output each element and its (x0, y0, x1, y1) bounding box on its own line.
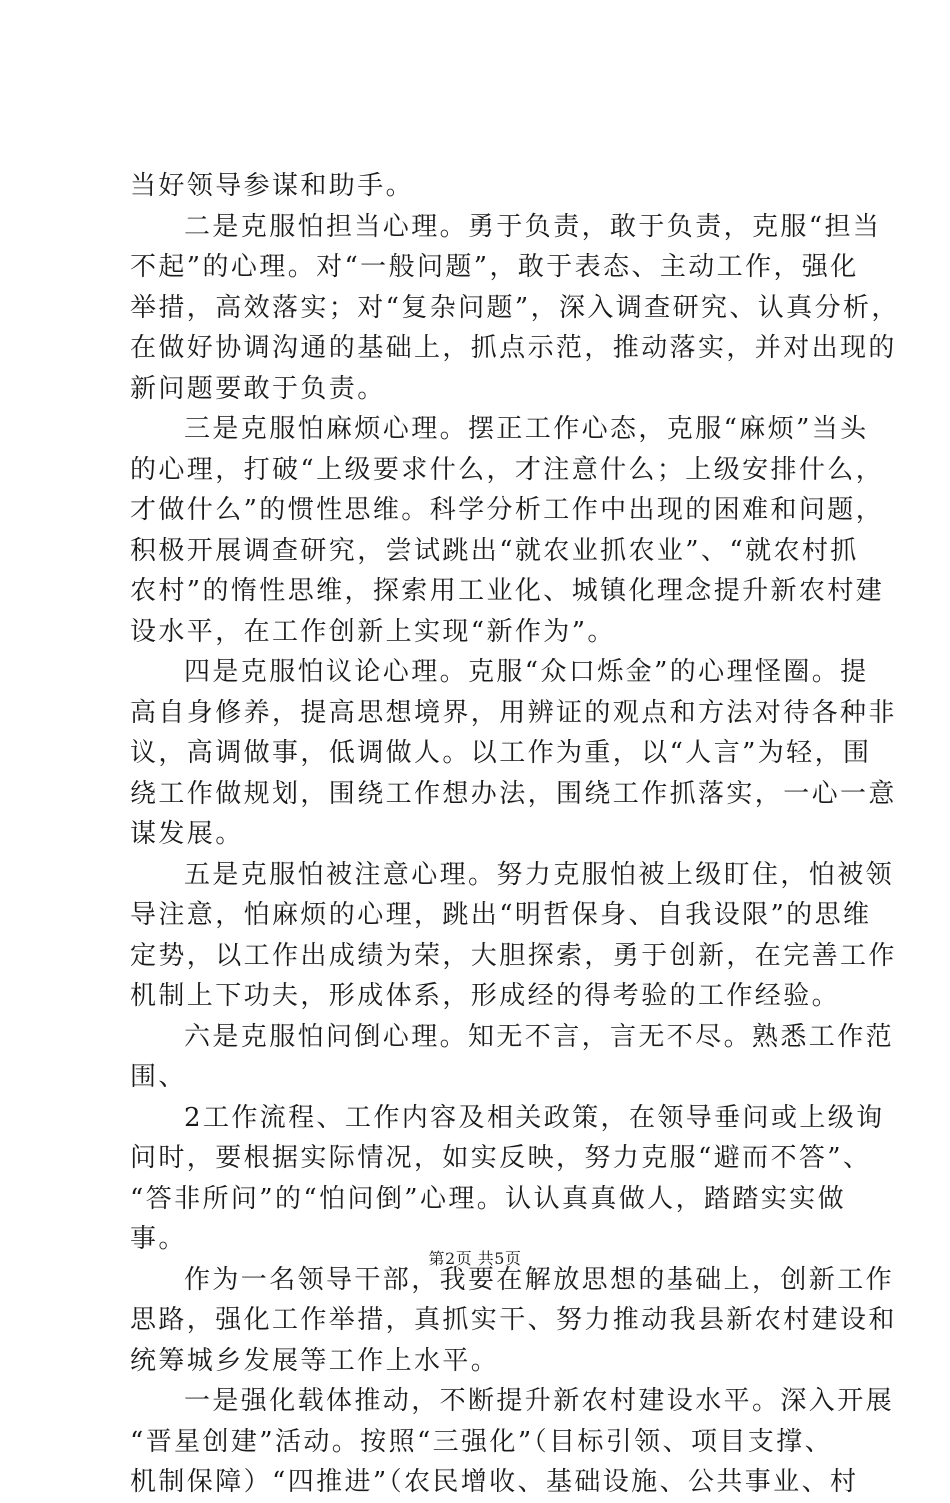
text-line: 问时，要根据实际情况，如实反映，努力克服“避而不答”、 (130, 1143, 872, 1173)
text-line: 举措，高效落实；对“复杂问题”，深入调查研究、认真分析， (130, 292, 900, 323)
text-line: “晋星创建”活动。按照“三强化”（目标引领、项目支撑、 (130, 1426, 833, 1457)
text-line: 四是克服怕议论心理。克服“众口烁金”的心理怪圈。提 (184, 657, 869, 687)
page-footer: 第2页 共5页 (428, 1249, 522, 1268)
text-line: 新问题要敢于负责。 (130, 373, 386, 404)
text-line: 的心理，打破“上级要求什么，才注意什么；上级安排什么， (130, 454, 885, 485)
text-line: 绕工作做规划，围绕工作想办法，围绕工作抓落实，一心一意 (130, 778, 897, 809)
document-body (130, 166, 900, 1503)
text-line: 不起”的心理。对“一般问题”，敢于表态、主动工作，强化 (130, 252, 859, 282)
text-line: 五是克服怕被注意心理。努力克服怕被上级盯住，怕被领 (184, 859, 895, 890)
text-line: 机制上下功夫，形成体系，形成经的得考验的工作经验。 (130, 981, 841, 1011)
text-line: 谋发展。 (130, 819, 244, 849)
text-line: 围、 (130, 1062, 187, 1092)
text-line: 定势，以工作出成绩为荣，大胆探索，勇于创新，在完善工作 (130, 940, 897, 971)
text-line: 当好领导参谋和助手。 (130, 171, 415, 201)
text-line: 高自身修养，提高思想境界，用辨证的观点和方法对待各种非 (130, 697, 897, 728)
text-line: “答非所问”的“怕问倒”心理。认认真真做人，踏踏实实做 (130, 1183, 846, 1214)
text-line: 2工作流程、工作内容及相关政策，在领导垂问或上级询 (184, 1102, 885, 1133)
text-line: 六是克服怕问倒心理。知无不言，言无不尽。熟悉工作范 (184, 1021, 895, 1052)
text-line: 设水平，在工作创新上实现“新作为”。 (130, 616, 616, 647)
text-line: 议，高调做事，低调做人。以工作为重，以“人言”为轻，围 (130, 738, 872, 768)
text-line: 一是强化载体推动，不断提升新农村建设水平。深入开展 (184, 1386, 895, 1416)
text-line: 农村”的惰性思维，探索用工业化、城镇化理念提升新农村建 (130, 576, 885, 606)
text-line: 在做好协调沟通的基础上，抓点示范，推动落实，并对出现的 (130, 333, 897, 363)
text-line: 机制保障）“四推进”（农民增收、基础设施、公共事业、村 (130, 1467, 859, 1497)
text-line: 二是克服怕担当心理。勇于负责，敢于负责，克服“担当 (184, 211, 882, 242)
text-line: 才做什么”的惯性思维。科学分析工作中出现的困难和问题， (130, 495, 885, 525)
text-line: 事。 (130, 1224, 187, 1254)
text-line: 三是克服怕麻烦心理。摆正工作心态，克服“麻烦”当头 (184, 414, 869, 444)
text-line: 统筹城乡发展等工作上水平。 (130, 1345, 500, 1376)
text-line: 作为一名领导干部，我要在解放思想的基础上，创新工作 (184, 1264, 895, 1295)
text-line: 导注意，怕麻烦的心理，跳出“明哲保身、自我设限”的思维 (130, 900, 872, 930)
text-line: 积极开展调查研究，尝试跳出“就农业抓农业”、“就农村抓 (130, 535, 859, 566)
text-line: 思路，强化工作举措，真抓实干、努力推动我县新农村建设和 (130, 1305, 897, 1335)
